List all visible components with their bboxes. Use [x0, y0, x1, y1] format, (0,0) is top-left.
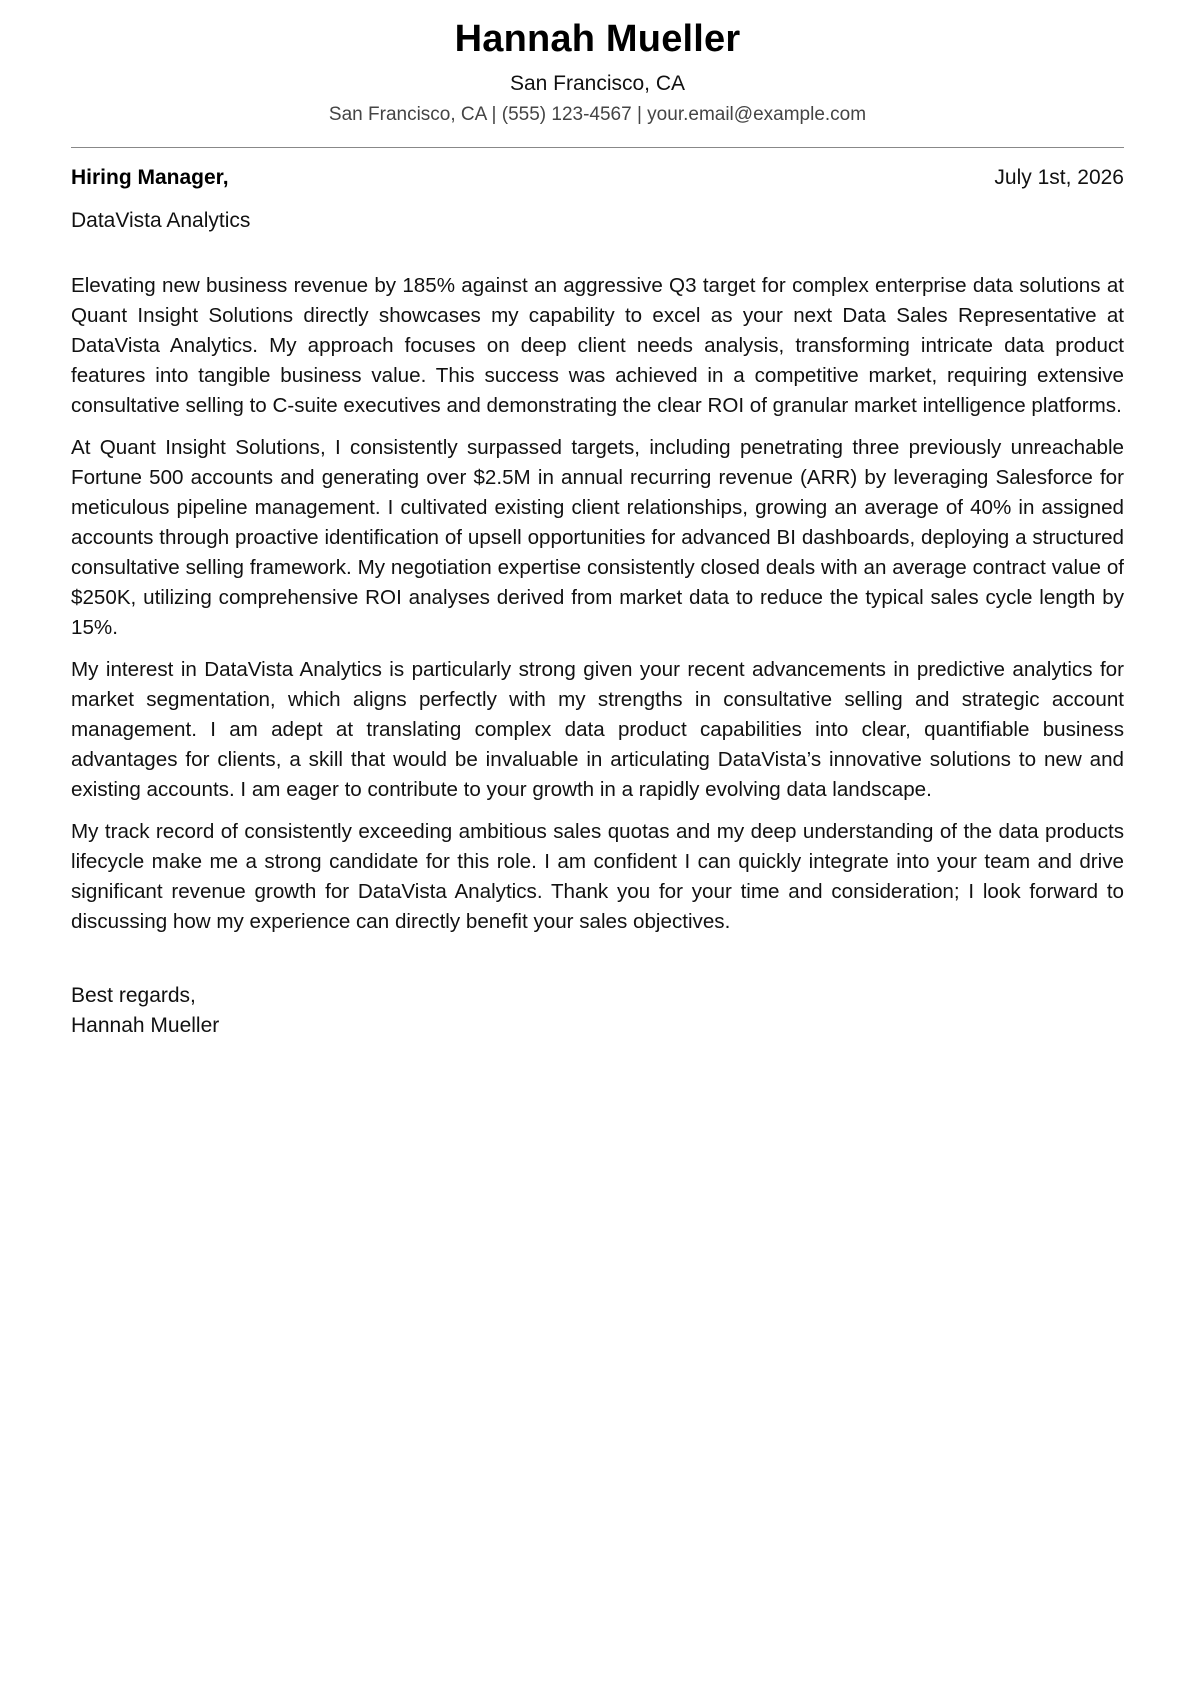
- body-paragraph-4: My track record of consistently exceeding ambitious sales quotas and my deep understanding of the data products lifecycle make me a strong candidate for this role. I am confident I can quickly integrate into your team and drive significant revenue growth for DataVista Analytics. Thank you for your time and consideration; I look forward to discussing how my experience can directly benefit your sales objectives.: [71, 820, 1124, 933]
- cover-letter-page: [71, 0, 1124, 1683]
- closing-block: [71, 981, 219, 1041]
- recipient-company: DataVista Analytics: [71, 209, 251, 232]
- contact-line: San Francisco, CA | (555) 123-4567 | your.email@example.com: [328, 104, 867, 125]
- body-paragraph-3: My interest in DataVista Analytics is particularly strong given your recent advancements in predictive analytics for market segmentation, which aligns perfectly with my strengths in consultative selling and strategic account management. I am adept at translating complex data product capabilities into clear, quantifiable business advantages for clients, a skill that would be invaluable in articulating DataVista’s innovative solutions to new and existing accounts. I am eager to contribute to your growth in a rapidly evolving data landscape.: [71, 658, 1124, 801]
- body-paragraph-1: Elevating new business revenue by 185% against an aggressive Q3 target for complex enterprise data solutions at Quant Insight Solutions directly showcases my capability to excel as your next Data Sales Representative at DataVista Analytics. My approach focuses on deep client needs analysis, transforming intricate data product features into tangible business value. This success was achieved in a competitive market, requiring extensive consultative selling to C-suite executives and demonstrating the clear ROI of granular market intelligence platforms.: [71, 274, 1124, 417]
- body-paragraph-2: At Quant Insight Solutions, I consistently surpassed targets, including penetrating three previously unreachable Fortune 500 accounts and generating over $2.5M in annual recurring revenue (ARR) by leveraging Salesforce for meticulous pipeline management. I cultivated existing client relationships, growing an average of 40% in assigned accounts through proactive identification of upsell opportunities for advanced BI dashboards, deploying a structured consultative selling framework. My negotiation expertise consistently closed deals with an average contract value of $250K, utilizing comprehensive ROI analyses derived from market data to reduce the typical sales cycle length by 15%.: [71, 436, 1124, 639]
- applicant-name: Hannah Mueller: [454, 18, 741, 60]
- applicant-location: San Francisco, CA: [509, 72, 686, 95]
- header-divider: [71, 147, 1124, 148]
- signature-name: Hannah Mueller: [71, 1014, 220, 1037]
- letter-date: July 1st, 2026: [994, 166, 1124, 189]
- letter-body: [71, 271, 1124, 949]
- closing-phrase: Best regards,: [71, 984, 196, 1007]
- recipient-salutation: Hiring Manager,: [71, 166, 229, 189]
